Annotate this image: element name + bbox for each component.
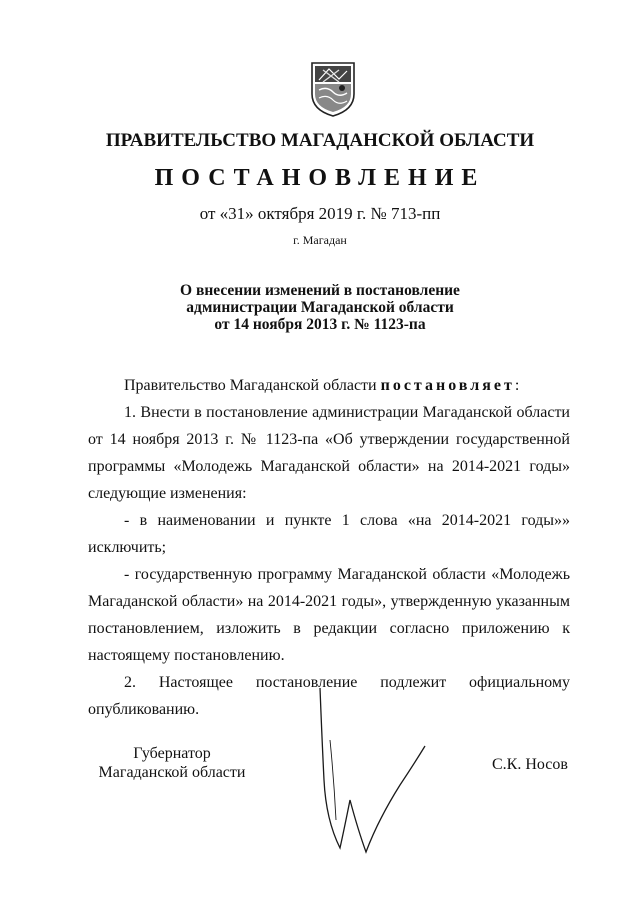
intro-suffix: : <box>514 377 520 394</box>
signatory-position <box>92 744 252 782</box>
organization-name: ПРАВИТЕЛЬСТВО МАГАДАНСКОЙ ОБЛАСТИ <box>105 130 535 151</box>
document-type: ПОСТАНОВЛЕНИЕ <box>154 165 486 191</box>
paragraph-4: 2. Настоящее постановление подлежит официальному опубликованию. <box>88 674 570 718</box>
title-line-1: О внесении изменений в постановление <box>180 282 460 299</box>
document-body <box>88 372 570 723</box>
document-date-number: от «31» октября 2019 г. № 713-пп <box>199 204 441 223</box>
paragraph-1: 1. Внести в постановление администрации Магаданской области от 14 ноября 2013 г. № 1123-па «Об утверждении государственной программы «Молодежь Магаданской области» на 2014-2021 годы» следующие изменения: <box>88 404 570 502</box>
title-line-3: от 14 ноября 2013 г. № 1123-па <box>214 316 426 333</box>
position-line-2: Магаданской области <box>98 764 246 781</box>
coat-of-arms-icon <box>309 60 357 118</box>
paragraph-3: - государственную программу Магаданской области «Молодежь Магаданской области» на 2014-2021 годы», утвержденную указанным постановлением, изложить в редакции согласно приложению к настоящему постановлению. <box>88 566 570 664</box>
document-city: г. Магадан <box>293 233 347 247</box>
signatory-name: С.К. Носов <box>492 756 568 773</box>
title-line-2: администрации Магаданской области <box>186 299 454 316</box>
intro-keyword: постановляет <box>380 377 515 394</box>
intro-paragraph <box>88 372 570 399</box>
document-title <box>0 282 640 333</box>
position-line-1: Губернатор <box>133 745 211 762</box>
handwritten-signature <box>300 680 440 860</box>
paragraph-2: - в наименовании и пункте 1 слова «на 2014-2021 годы»» исключить; <box>88 512 570 556</box>
intro-prefix: Правительство Магаданской области <box>124 377 377 394</box>
